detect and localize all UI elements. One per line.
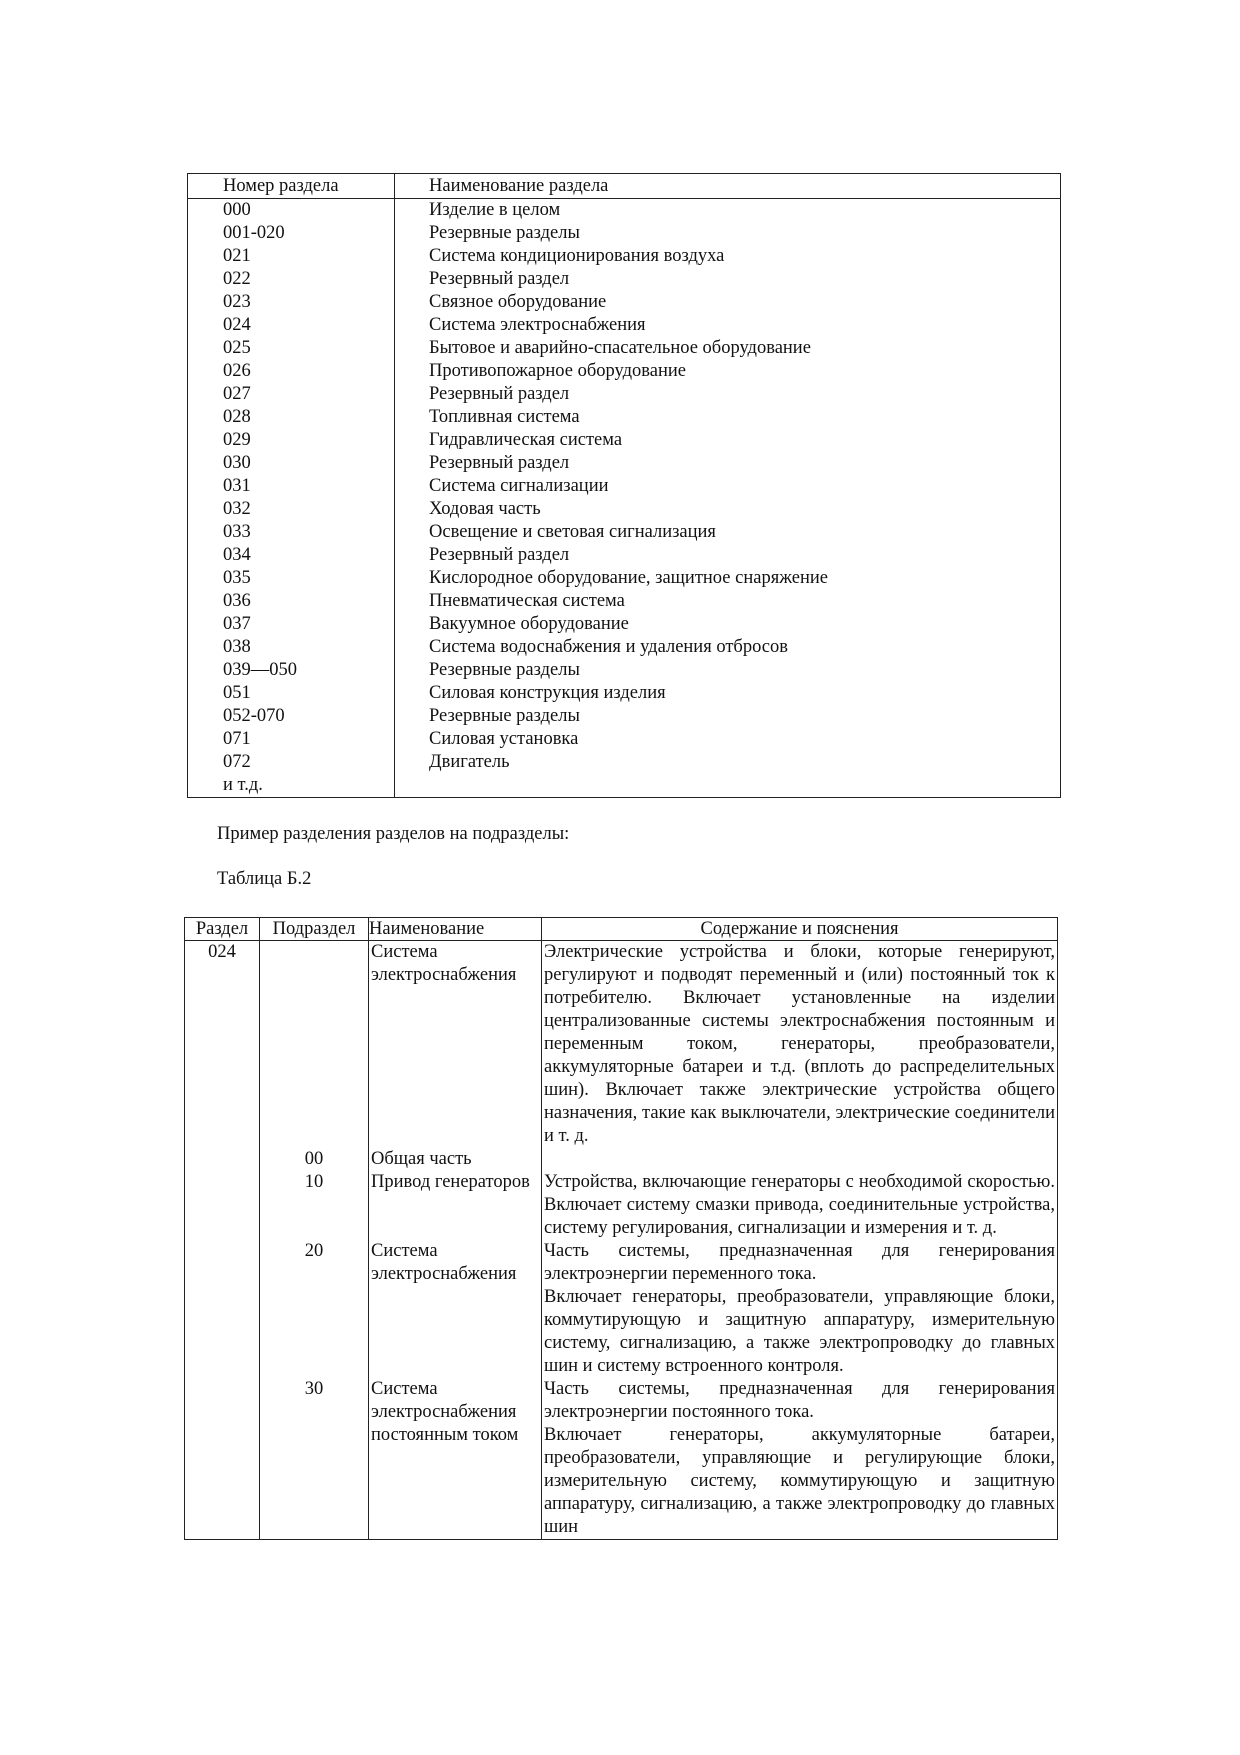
subsection-cell: 20 xyxy=(260,1240,369,1378)
section-cell xyxy=(185,1378,260,1540)
content-cell xyxy=(542,1240,1058,1378)
section-name: Вакуумное оборудование xyxy=(429,614,629,634)
section-number: 027 xyxy=(188,383,395,406)
section-name: Пневматическая система xyxy=(429,591,625,611)
table-row xyxy=(188,567,1061,590)
section-name: Изделие в целом xyxy=(429,200,561,220)
section-number: 036 xyxy=(188,590,395,613)
section-name: Освещение и световая сигнализация xyxy=(429,522,716,542)
table-row xyxy=(188,728,1061,751)
content-paragraph: Электрические устройства и блоки, которые генерируют, регулируют и подводят переменный и (или) постоянный ток к потребителю. Включает установленные на изделии централизованные системы электроснабжения постоянным и переменным током, генераторы, преобразователи, аккумуляторные батареи и т.д. (вплоть до распределительных шин). Включает также электрические устройства общего назначения, такие как выключатели, электрические соединители и т. д. xyxy=(544,942,1055,1146)
section-number: 071 xyxy=(188,728,395,751)
name-cell: Привод генераторов xyxy=(369,1171,542,1240)
section-name: Резервный раздел xyxy=(429,545,570,565)
section-number: 051 xyxy=(188,682,395,705)
section-name xyxy=(395,774,1061,798)
content-cell xyxy=(542,1171,1058,1240)
name-cell: Общая часть xyxy=(369,1148,542,1171)
section-name: Резервные разделы xyxy=(429,223,580,243)
table-row xyxy=(188,636,1061,659)
table-row xyxy=(188,544,1061,567)
table-row xyxy=(188,521,1061,544)
section-number: 026 xyxy=(188,360,395,383)
section-name: Ходовая часть xyxy=(429,499,541,519)
subsection-cell: 30 xyxy=(260,1378,369,1540)
section-number: 025 xyxy=(188,337,395,360)
content-paragraph: Включает генераторы, преобразователи, управляющие блоки, коммутирующую и защитную аппаратуру, измерительную систему, сигнализацию, а также электропроводку до главных шин и систему встроенного контроля. xyxy=(544,1287,1055,1376)
section-name: Резервный раздел xyxy=(429,269,570,289)
table-row xyxy=(188,613,1061,636)
header-section-number: Номер раздела xyxy=(188,174,395,199)
section-number: 030 xyxy=(188,452,395,475)
table-row xyxy=(188,291,1061,314)
table-row xyxy=(188,475,1061,498)
table-row xyxy=(188,498,1061,521)
section-name: Связное оборудование xyxy=(429,292,607,312)
table-row xyxy=(188,199,1061,223)
subsection-cell: 00 xyxy=(260,1148,369,1171)
section-number: 024 xyxy=(188,314,395,337)
section-number: 022 xyxy=(188,268,395,291)
table-row xyxy=(188,222,1061,245)
section-number: 028 xyxy=(188,406,395,429)
section-cell xyxy=(185,1171,260,1240)
content-paragraph: Включает генераторы, аккумуляторные батареи, преобразователи, управляющие и регулирующие блоки, измерительную систему, коммутирующую и защитную аппаратуру, сигнализацию, а также электропроводку до главных шин xyxy=(544,1425,1055,1537)
table-row xyxy=(185,1240,1058,1378)
content-paragraph: Часть системы, предназначенная для генерирования электроэнергии переменного тока. xyxy=(544,1241,1055,1284)
subsection-cell xyxy=(260,941,369,1149)
section-number: 032 xyxy=(188,498,395,521)
content-paragraph: Устройства, включающие генераторы с необходимой скоростью. Включает систему смазки привода, соединительные устройства, систему регулирования, сигнализации и измерения и т. д. xyxy=(544,1172,1055,1238)
table-row xyxy=(188,429,1061,452)
section-name: Система водоснабжения и удаления отбросов xyxy=(429,637,789,657)
section-name: Система электроснабжения xyxy=(429,315,646,335)
section-number: 031 xyxy=(188,475,395,498)
content-cell xyxy=(542,1148,1058,1171)
header-name: Наименование xyxy=(369,918,542,941)
section-name: Резервные разделы xyxy=(429,706,580,726)
table-row xyxy=(188,705,1061,728)
intro-text: Пример разделения разделов на подразделы: xyxy=(217,824,570,844)
table-row xyxy=(188,314,1061,337)
section-cell xyxy=(185,1240,260,1378)
section-name: Резервный раздел xyxy=(429,453,570,473)
table-row xyxy=(185,941,1058,1149)
section-number: 072 xyxy=(188,751,395,774)
table-row xyxy=(188,682,1061,705)
table-row xyxy=(188,659,1061,682)
table-row xyxy=(188,245,1061,268)
table-row xyxy=(188,774,1061,798)
section-name: Система кондиционирования воздуха xyxy=(429,246,725,266)
section-name: Силовая конструкция изделия xyxy=(429,683,666,703)
section-number: 034 xyxy=(188,544,395,567)
table-row xyxy=(188,406,1061,429)
section-number: 023 xyxy=(188,291,395,314)
table-row xyxy=(188,360,1061,383)
section-number: и т.д. xyxy=(188,774,395,798)
section-number: 037 xyxy=(188,613,395,636)
section-number: 039—050 xyxy=(188,659,395,682)
table-row xyxy=(188,337,1061,360)
section-name: Резервные разделы xyxy=(429,660,580,680)
table-row xyxy=(185,1378,1058,1540)
name-cell: Система электроснабжения xyxy=(369,941,542,1149)
table-row xyxy=(188,452,1061,475)
section-number: 029 xyxy=(188,429,395,452)
section-name: Система сигнализации xyxy=(429,476,609,496)
name-cell: Система электроснабжения постоянным током xyxy=(369,1378,542,1540)
section-number: 021 xyxy=(188,245,395,268)
table-row xyxy=(188,590,1061,613)
section-number: 033 xyxy=(188,521,395,544)
table-row xyxy=(188,751,1061,774)
table-row xyxy=(185,1171,1058,1240)
section-name: Бытовое и аварийно-спасательное оборудование xyxy=(429,338,811,358)
section-name: Топливная система xyxy=(429,407,580,427)
section-number: 035 xyxy=(188,567,395,590)
header-subsection: Подраздел xyxy=(260,918,369,941)
content-cell xyxy=(542,1378,1058,1540)
table-row xyxy=(188,268,1061,291)
section-number: 038 xyxy=(188,636,395,659)
section-cell xyxy=(185,1148,260,1171)
section-number: 052-070 xyxy=(188,705,395,728)
section-number: 000 xyxy=(188,199,395,223)
section-name: Кислородное оборудование, защитное снаряжение xyxy=(429,568,828,588)
header-content: Содержание и пояснения xyxy=(542,918,1058,941)
section-number: 001-020 xyxy=(188,222,395,245)
section-name: Гидравлическая система xyxy=(429,430,623,450)
subsections-table xyxy=(184,917,1058,1540)
section-cell: 024 xyxy=(185,941,260,1149)
header-section: Раздел xyxy=(185,918,260,941)
section-name: Резервный раздел xyxy=(429,384,570,404)
sections-table xyxy=(187,173,1061,798)
name-cell: Система электроснабжения xyxy=(369,1240,542,1378)
section-name: Противопожарное оборудование xyxy=(429,361,686,381)
section-name: Силовая установка xyxy=(429,729,579,749)
section-name: Двигатель xyxy=(429,752,510,772)
header-section-name: Наименование раздела xyxy=(395,174,1061,199)
content-cell xyxy=(542,941,1058,1149)
table-caption: Таблица Б.2 xyxy=(217,869,312,889)
table-row xyxy=(185,1148,1058,1171)
content-paragraph: Часть системы, предназначенная для генерирования электроэнергии постоянного тока. xyxy=(544,1379,1055,1422)
subsection-cell: 10 xyxy=(260,1171,369,1240)
table-row xyxy=(188,383,1061,406)
